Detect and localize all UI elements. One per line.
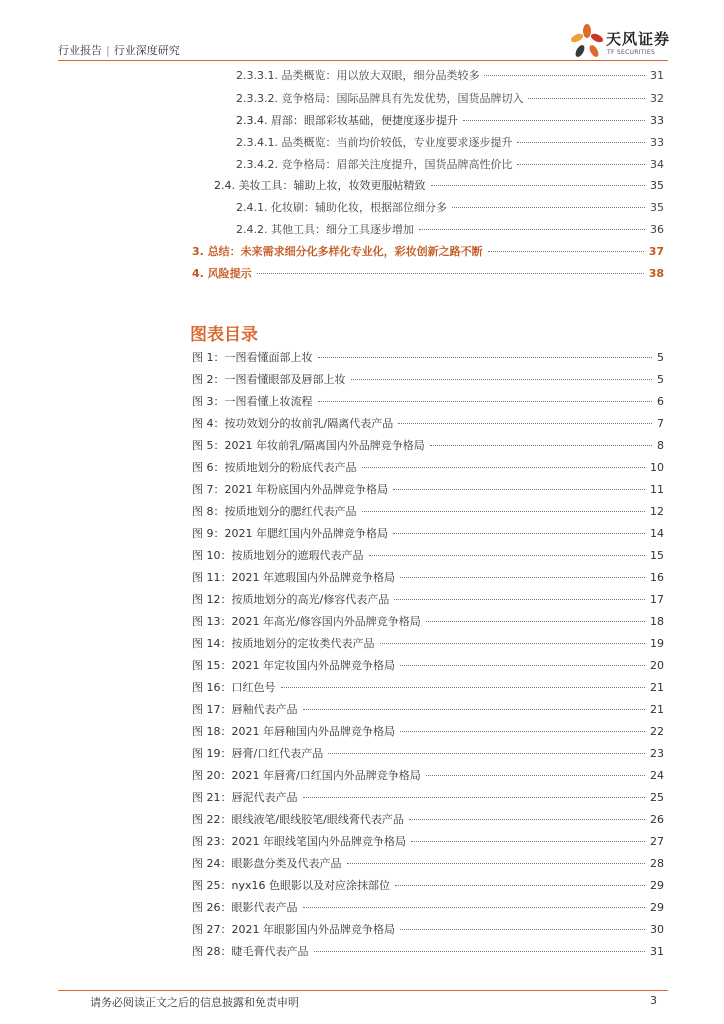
figure-item[interactable] (192, 349, 664, 367)
figure-item[interactable] (192, 679, 664, 697)
figure-label: 图 28： (192, 945, 232, 958)
toc-dot-leader (528, 98, 645, 99)
figure-label: 图 20： (192, 769, 232, 782)
toc-item[interactable] (236, 90, 664, 108)
figure-dot-leader (303, 797, 646, 798)
figure-item[interactable] (192, 723, 664, 741)
figure-dot-leader (411, 841, 645, 842)
figure-item[interactable] (192, 415, 664, 433)
figure-title: 按质地划分的腮红代表产品 (224, 505, 357, 518)
figure-title: 2021 年定妆国内外品牌竞争格局 (231, 659, 395, 672)
figure-page: 21 (650, 681, 664, 694)
figure-item[interactable] (192, 569, 664, 587)
figure-dot-leader (351, 379, 653, 380)
toc-item-page: 34 (650, 158, 664, 171)
toc-item[interactable] (236, 112, 664, 130)
toc-item-title: 美妆工具：辅助上妆，妆效更服帖精致 (238, 179, 426, 192)
figure-item[interactable] (192, 525, 664, 543)
figure-title: 2021 年眼影国内外品牌竞争格局 (231, 923, 395, 936)
figure-item[interactable] (192, 943, 664, 961)
figure-title: 按功效划分的妆前乳/隔离代表产品 (224, 417, 394, 430)
figure-page: 26 (650, 813, 664, 826)
figure-label: 图 5： (192, 439, 225, 452)
figure-dot-leader (393, 489, 645, 490)
toc-dot-leader (431, 185, 646, 186)
figure-dot-leader (400, 731, 645, 732)
toc-item-number: 2.3.3.1. (236, 69, 278, 82)
figure-title: 按质地划分的粉底代表产品 (224, 461, 357, 474)
toc-item-title: 风险提示 (207, 267, 252, 280)
figure-page: 5 (657, 373, 664, 386)
figure-page: 17 (650, 593, 664, 606)
toc-item-page: 32 (650, 92, 664, 105)
figure-label: 图 11： (192, 571, 232, 584)
figure-dot-leader (426, 621, 645, 622)
figure-label: 图 13： (192, 615, 232, 628)
header-report-type: 行业深度研究 (113, 44, 180, 57)
figure-label: 图 3： (192, 395, 225, 408)
toc-dot-leader (419, 229, 645, 230)
toc-item[interactable] (236, 221, 664, 239)
figure-dot-leader (328, 753, 645, 754)
figure-dot-leader (318, 357, 653, 358)
figure-page: 22 (650, 725, 664, 738)
toc-item[interactable] (192, 265, 664, 283)
figure-title: 按质地划分的遮瑕代表产品 (231, 549, 364, 562)
figure-page: 29 (650, 879, 664, 892)
figures-section-title: 图表目录 (190, 325, 258, 345)
header-divider (58, 60, 668, 61)
figure-title: nyx16 色眼影以及对应涂抹部位 (231, 879, 390, 892)
toc-item-page: 31 (650, 69, 664, 82)
toc-item-title: 竞争格局：国际品牌具有先发优势，国货品牌切入 (281, 92, 524, 105)
figure-page: 25 (650, 791, 664, 804)
figure-label: 图 10： (192, 549, 232, 562)
toc-item-page: 36 (650, 223, 664, 236)
toc-item[interactable] (236, 156, 664, 174)
footer-divider (58, 990, 668, 991)
toc-item-number: 2.3.4. (236, 114, 268, 127)
figure-title: 一图看懂眼部及唇部上妆 (224, 373, 346, 386)
figure-dot-leader (398, 423, 652, 424)
figure-page: 21 (650, 703, 664, 716)
figure-page: 12 (650, 505, 664, 518)
figure-title: 2021 年唇膏/口红国内外品牌竞争格局 (231, 769, 421, 782)
figure-item[interactable] (192, 613, 664, 631)
toc-dot-leader (517, 142, 645, 143)
page-number: 3 (650, 994, 657, 1007)
header-separator: | (106, 44, 110, 57)
figure-label: 图 4： (192, 417, 225, 430)
figure-page: 10 (650, 461, 664, 474)
figure-label: 图 14： (192, 637, 232, 650)
figure-page: 5 (657, 351, 664, 364)
toc-item-page: 35 (650, 201, 664, 214)
figure-item[interactable] (192, 547, 664, 565)
toc-item[interactable] (236, 134, 664, 152)
toc-item-number: 2.4.1. (236, 201, 268, 214)
figure-title: 口红色号 (231, 681, 276, 694)
figure-title: 唇膏/口红代表产品 (231, 747, 324, 760)
figure-title: 按质地划分的定妆类代表产品 (231, 637, 375, 650)
toc-item-number: 2.3.4.2. (236, 158, 278, 171)
figure-label: 图 18： (192, 725, 232, 738)
figure-title: 按质地划分的高光/修容代表产品 (231, 593, 390, 606)
figure-dot-leader (400, 929, 645, 930)
toc-item-page: 37 (648, 245, 664, 258)
figure-label: 图 27： (192, 923, 232, 936)
figure-title: 睫毛膏代表产品 (231, 945, 309, 958)
figure-item[interactable] (192, 437, 664, 455)
figure-item[interactable] (192, 371, 664, 389)
figure-item[interactable] (192, 481, 664, 499)
figure-title: 眼影盘分类及代表产品 (231, 857, 342, 870)
figure-title: 一图看懂上妆流程 (224, 395, 313, 408)
figure-item[interactable] (192, 701, 664, 719)
figure-item[interactable] (192, 899, 664, 917)
figure-label: 图 7： (192, 483, 225, 496)
figure-page: 14 (650, 527, 664, 540)
header-breadcrumb (58, 42, 180, 58)
figure-item[interactable] (192, 855, 664, 873)
toc-item-page: 33 (650, 114, 664, 127)
toc-item-number: 2.4.2. (236, 223, 268, 236)
toc-item-title: 品类概览：当前均价较低，专业度要求逐步提升 (281, 136, 513, 149)
logo-chinese-name: 天风证券 (606, 30, 671, 48)
header-category: 行业报告 (58, 44, 102, 57)
toc-item-number: 2.3.3.2. (236, 92, 278, 105)
figure-dot-leader (400, 577, 645, 578)
figure-page: 18 (650, 615, 664, 628)
figure-dot-leader (400, 665, 645, 666)
figure-item[interactable] (192, 789, 664, 807)
figure-title: 2021 年妆前乳/隔离国内外品牌竞争格局 (224, 439, 425, 452)
toc-dot-leader (488, 251, 644, 252)
figure-title: 2021 年粉底国内外品牌竞争格局 (224, 483, 388, 496)
figure-label: 图 12： (192, 593, 232, 606)
toc-dot-leader (463, 120, 645, 121)
figure-label: 图 1： (192, 351, 225, 364)
figure-dot-leader (395, 885, 645, 886)
toc-item-title: 眉部：眼部彩妆基础，便捷度逐步提升 (271, 114, 458, 127)
figure-label: 图 15： (192, 659, 232, 672)
figure-page: 29 (650, 901, 664, 914)
toc-item-page: 33 (650, 136, 664, 149)
figure-item[interactable] (192, 591, 664, 609)
toc-item-number: 2.3.4.1. (236, 136, 278, 149)
figure-title: 2021 年高光/修容国内外品牌竞争格局 (231, 615, 421, 628)
figure-label: 图 6： (192, 461, 225, 474)
figure-dot-leader (369, 555, 646, 556)
toc-item-title: 品类概览：用以放大双眼，细分品类较多 (281, 69, 480, 82)
figure-title: 2021 年唇釉国内外品牌竞争格局 (231, 725, 395, 738)
figure-dot-leader (281, 687, 646, 688)
figure-page: 20 (650, 659, 664, 672)
toc-item-title: 总结：未来需求细分化多样化专业化，彩妆创新之路不断 (207, 245, 483, 258)
figure-dot-leader (314, 951, 646, 952)
toc-item-page: 38 (648, 267, 664, 280)
logo-flower-icon (568, 22, 606, 62)
figure-label: 图 22： (192, 813, 232, 826)
toc-item-title: 化妆刷：辅助化妆，根据部位细分多 (271, 201, 447, 214)
figure-page: 16 (650, 571, 664, 584)
figure-label: 图 19： (192, 747, 232, 760)
figure-page: 8 (657, 439, 664, 452)
figure-label: 图 2： (192, 373, 225, 386)
figure-item[interactable] (192, 767, 664, 785)
figure-page: 30 (650, 923, 664, 936)
figure-dot-leader (380, 643, 646, 644)
figure-item[interactable] (192, 833, 664, 851)
toc-item-page: 35 (650, 179, 664, 192)
figure-page: 28 (650, 857, 664, 870)
footer-disclaimer: 请务必阅读正文之后的信息披露和免责申明 (90, 996, 299, 1009)
logo-english-name: TF SECURITIES (607, 49, 656, 56)
figure-dot-leader (362, 511, 646, 512)
figure-label: 图 21： (192, 791, 232, 804)
toc-item-number: 3. (192, 245, 204, 258)
figure-page: 23 (650, 747, 664, 760)
figure-dot-leader (409, 819, 645, 820)
figure-item[interactable] (192, 877, 664, 895)
company-logo (568, 22, 678, 62)
figure-title: 2021 年腮红国内外品牌竞争格局 (224, 527, 388, 540)
figure-label: 图 8： (192, 505, 225, 518)
figure-label: 图 9： (192, 527, 225, 540)
figure-title: 唇泥代表产品 (231, 791, 298, 804)
toc-item-number: 2.4. (214, 179, 235, 192)
figure-label: 图 25： (192, 879, 232, 892)
figure-item[interactable] (192, 921, 664, 939)
figure-page: 15 (650, 549, 664, 562)
figure-item[interactable] (192, 503, 664, 521)
figure-dot-leader (426, 775, 645, 776)
figure-page: 19 (650, 637, 664, 650)
figure-title: 2021 年遮瑕国内外品牌竞争格局 (231, 571, 395, 584)
figure-label: 图 17： (192, 703, 232, 716)
figure-title: 眼线液笔/眼线胶笔/眼线膏代表产品 (231, 813, 404, 826)
figure-page: 11 (650, 483, 664, 496)
figure-item[interactable] (192, 635, 664, 653)
figure-dot-leader (303, 709, 646, 710)
toc-dot-leader (452, 207, 645, 208)
figure-item[interactable] (192, 459, 664, 477)
figure-label: 图 23： (192, 835, 232, 848)
figure-page: 7 (657, 417, 664, 430)
toc-item[interactable] (236, 67, 664, 85)
figure-item[interactable] (192, 811, 664, 829)
figure-dot-leader (393, 533, 645, 534)
figure-dot-leader (318, 401, 653, 402)
toc-item[interactable] (236, 199, 664, 217)
toc-item[interactable] (214, 177, 664, 195)
toc-dot-leader (484, 75, 645, 76)
figure-title: 一图看懂面部上妆 (224, 351, 313, 364)
figure-page: 31 (650, 945, 664, 958)
toc-item-title: 竞争格局：眉部关注度提升，国货品牌高性价比 (281, 158, 513, 171)
toc-item-title: 其他工具：细分工具逐步增加 (271, 223, 414, 236)
figure-dot-leader (362, 467, 646, 468)
figure-item[interactable] (192, 657, 664, 675)
figure-dot-leader (394, 599, 645, 600)
figure-title: 唇釉代表产品 (231, 703, 298, 716)
figure-dot-leader (347, 863, 646, 864)
figure-page: 6 (657, 395, 664, 408)
figure-page: 27 (650, 835, 664, 848)
figure-title: 眼影代表产品 (231, 901, 298, 914)
figure-label: 图 24： (192, 857, 232, 870)
figure-dot-leader (430, 445, 652, 446)
toc-dot-leader (257, 273, 644, 274)
figure-item[interactable] (192, 393, 664, 411)
toc-dot-leader (517, 164, 645, 165)
figure-title: 2021 年眼线笔国内外品牌竞争格局 (231, 835, 406, 848)
figure-label: 图 16： (192, 681, 232, 694)
figure-label: 图 26： (192, 901, 232, 914)
figure-item[interactable] (192, 745, 664, 763)
figure-page: 24 (650, 769, 664, 782)
toc-item[interactable] (192, 243, 664, 261)
toc-item-number: 4. (192, 267, 204, 280)
figure-dot-leader (303, 907, 646, 908)
